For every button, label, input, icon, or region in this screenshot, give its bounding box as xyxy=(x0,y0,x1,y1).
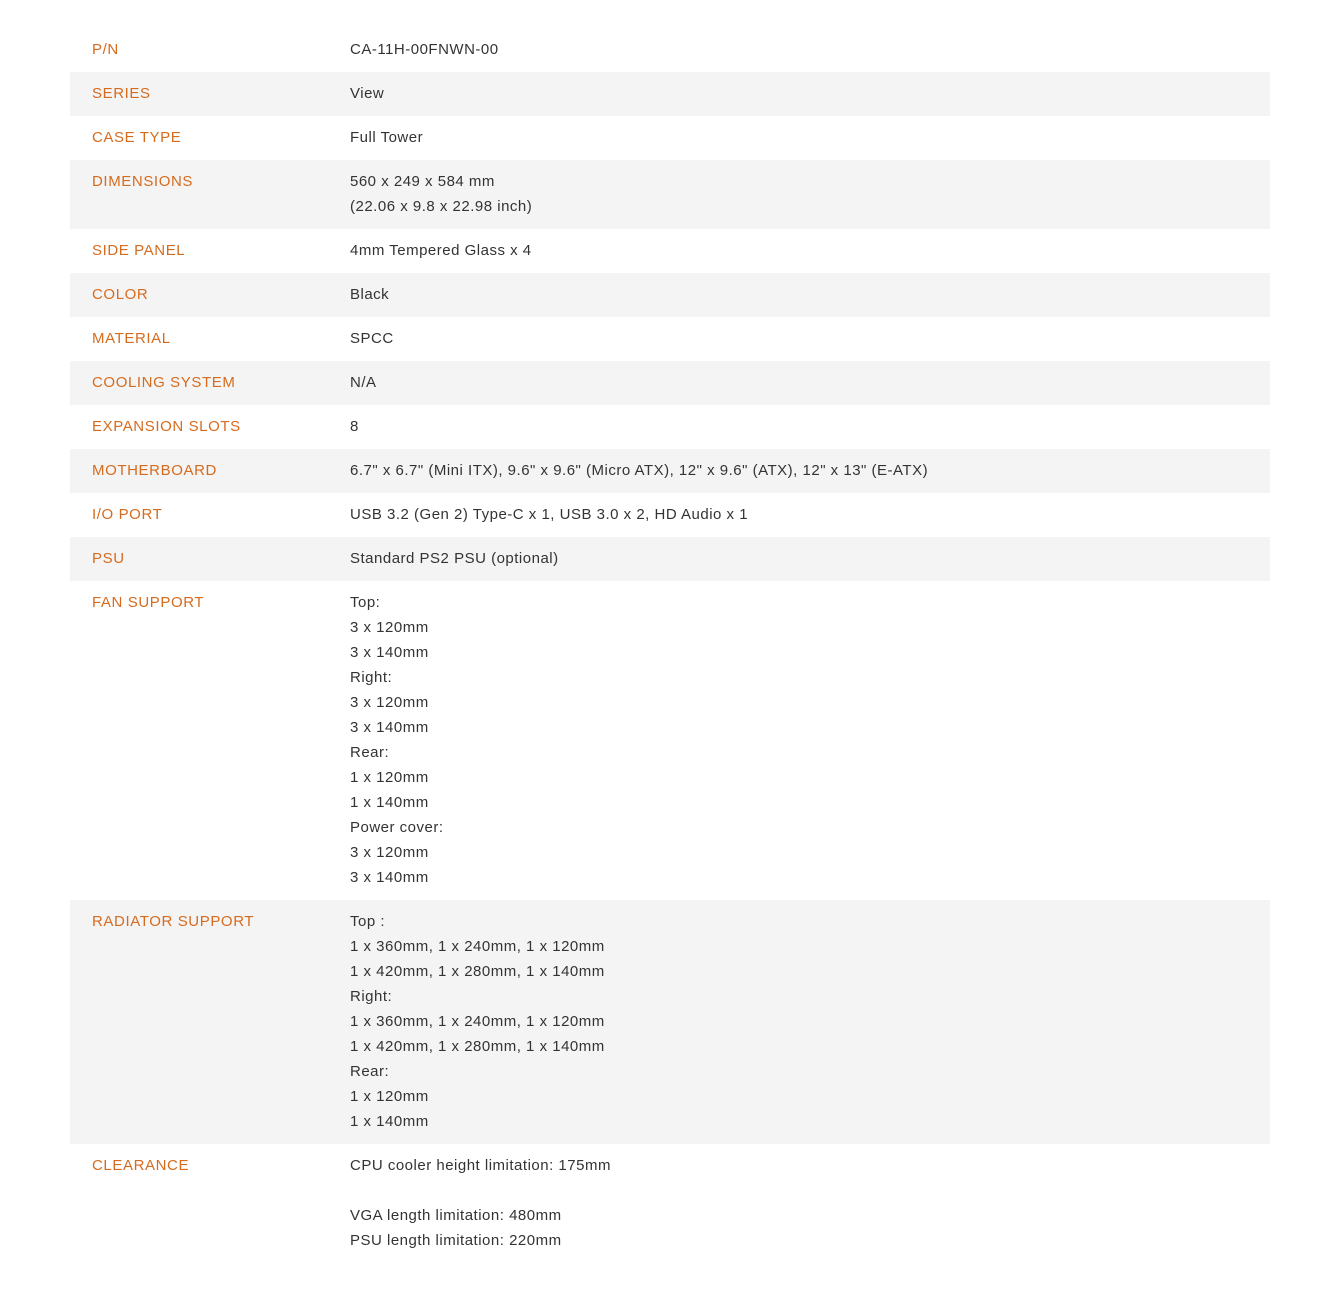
spec-value xyxy=(350,414,1270,439)
spec-value-line: PSU length limitation: 220mm xyxy=(350,1232,562,1249)
spec-value xyxy=(350,590,1270,890)
spec-value xyxy=(350,326,1270,351)
spec-value-line: Top: xyxy=(350,594,381,611)
spec-label: SERIES xyxy=(92,85,151,102)
spec-label: MOTHERBOARD xyxy=(92,462,217,479)
spec-value-line: Top : xyxy=(350,913,386,930)
spec-value-line: 1 x 420mm, 1 x 280mm, 1 x 140mm xyxy=(350,1038,605,1055)
spec-value xyxy=(350,282,1270,307)
spec-value-line: 1 x 120mm xyxy=(350,1088,429,1105)
spec-value-line: 3 x 140mm xyxy=(350,869,429,886)
spec-row xyxy=(70,229,1270,273)
spec-label: COOLING SYSTEM xyxy=(92,374,236,391)
spec-value xyxy=(350,370,1270,395)
spec-value xyxy=(350,546,1270,571)
spec-label: P/N xyxy=(92,41,119,58)
spec-value-line: CPU cooler height limitation: 175mm xyxy=(350,1157,611,1174)
spec-value-line: Standard PS2 PSU (optional) xyxy=(350,550,559,567)
spec-label: CASE TYPE xyxy=(92,129,182,146)
spec-value xyxy=(350,458,1270,483)
spec-value-line: 3 x 140mm xyxy=(350,719,429,736)
spec-value-line: N/A xyxy=(350,374,377,391)
spec-value-line: VGA length limitation: 480mm xyxy=(350,1207,562,1224)
spec-row xyxy=(70,405,1270,449)
spec-label: MATERIAL xyxy=(92,330,171,347)
spec-value-line: 3 x 120mm xyxy=(350,844,429,861)
spec-value xyxy=(350,909,1270,1134)
spec-value-line: 560 x 249 x 584 mm xyxy=(350,173,495,190)
spec-value-line: Black xyxy=(350,286,390,303)
spec-row xyxy=(70,72,1270,116)
spec-row xyxy=(70,160,1270,229)
spec-value xyxy=(350,238,1270,263)
spec-value-line: Right: xyxy=(350,669,393,686)
spec-value-line: 8 xyxy=(350,418,359,435)
spec-value-line: Rear: xyxy=(350,1063,390,1080)
spec-value xyxy=(350,81,1270,106)
spec-row xyxy=(70,361,1270,405)
spec-value-line: Full Tower xyxy=(350,129,424,146)
spec-label: I/O PORT xyxy=(92,506,163,523)
spec-label: RADIATOR SUPPORT xyxy=(92,913,255,930)
spec-row xyxy=(70,317,1270,361)
spec-value-line: View xyxy=(350,85,385,102)
spec-label: EXPANSION SLOTS xyxy=(92,418,241,435)
spec-value xyxy=(350,502,1270,527)
spec-value-line: USB 3.2 (Gen 2) Type-C x 1, USB 3.0 x 2, HD Audio x 1 xyxy=(350,506,749,523)
spec-value xyxy=(350,169,1270,219)
spec-value-line: CA-11H-00FNWN-00 xyxy=(350,41,499,58)
spec-value-line: SPCC xyxy=(350,330,394,347)
spec-label: PSU xyxy=(92,550,125,567)
spec-row xyxy=(70,28,1270,72)
spec-row xyxy=(70,449,1270,493)
spec-value-line: 3 x 140mm xyxy=(350,644,429,661)
spec-row xyxy=(70,1144,1270,1263)
spec-table xyxy=(70,28,1270,1263)
spec-value xyxy=(350,125,1270,150)
spec-value-line: Right: xyxy=(350,988,393,1005)
spec-value-line: 1 x 420mm, 1 x 280mm, 1 x 140mm xyxy=(350,963,605,980)
spec-label: CLEARANCE xyxy=(92,1157,190,1174)
spec-value-line: (22.06 x 9.8 x 22.98 inch) xyxy=(350,198,533,215)
spec-value-line: 1 x 140mm xyxy=(350,794,429,811)
spec-row xyxy=(70,900,1270,1144)
spec-row xyxy=(70,116,1270,160)
spec-label: SIDE PANEL xyxy=(92,242,186,259)
spec-value xyxy=(350,1153,1270,1253)
spec-row xyxy=(70,273,1270,317)
spec-value xyxy=(350,37,1270,62)
spec-value-line: 3 x 120mm xyxy=(350,694,429,711)
spec-label: DIMENSIONS xyxy=(92,173,194,190)
spec-value-line: 3 x 120mm xyxy=(350,619,429,636)
spec-row xyxy=(70,537,1270,581)
spec-value-line: 6.7" x 6.7" (Mini ITX), 9.6" x 9.6" (Micro ATX), 12" x 9.6" (ATX), 12" x 13" (E-ATX) xyxy=(350,462,929,479)
spec-label: FAN SUPPORT xyxy=(92,594,205,611)
spec-value-line: 4mm Tempered Glass x 4 xyxy=(350,242,532,259)
spec-value-line xyxy=(350,1178,1270,1203)
spec-label: COLOR xyxy=(92,286,149,303)
spec-row xyxy=(70,581,1270,900)
spec-value-line: 1 x 360mm, 1 x 240mm, 1 x 120mm xyxy=(350,1013,605,1030)
spec-value-line: 1 x 120mm xyxy=(350,769,429,786)
spec-value-line: 1 x 360mm, 1 x 240mm, 1 x 120mm xyxy=(350,938,605,955)
spec-value-line: Power cover: xyxy=(350,819,444,836)
spec-row xyxy=(70,493,1270,537)
spec-value-line: Rear: xyxy=(350,744,390,761)
spec-value-line: 1 x 140mm xyxy=(350,1113,429,1130)
